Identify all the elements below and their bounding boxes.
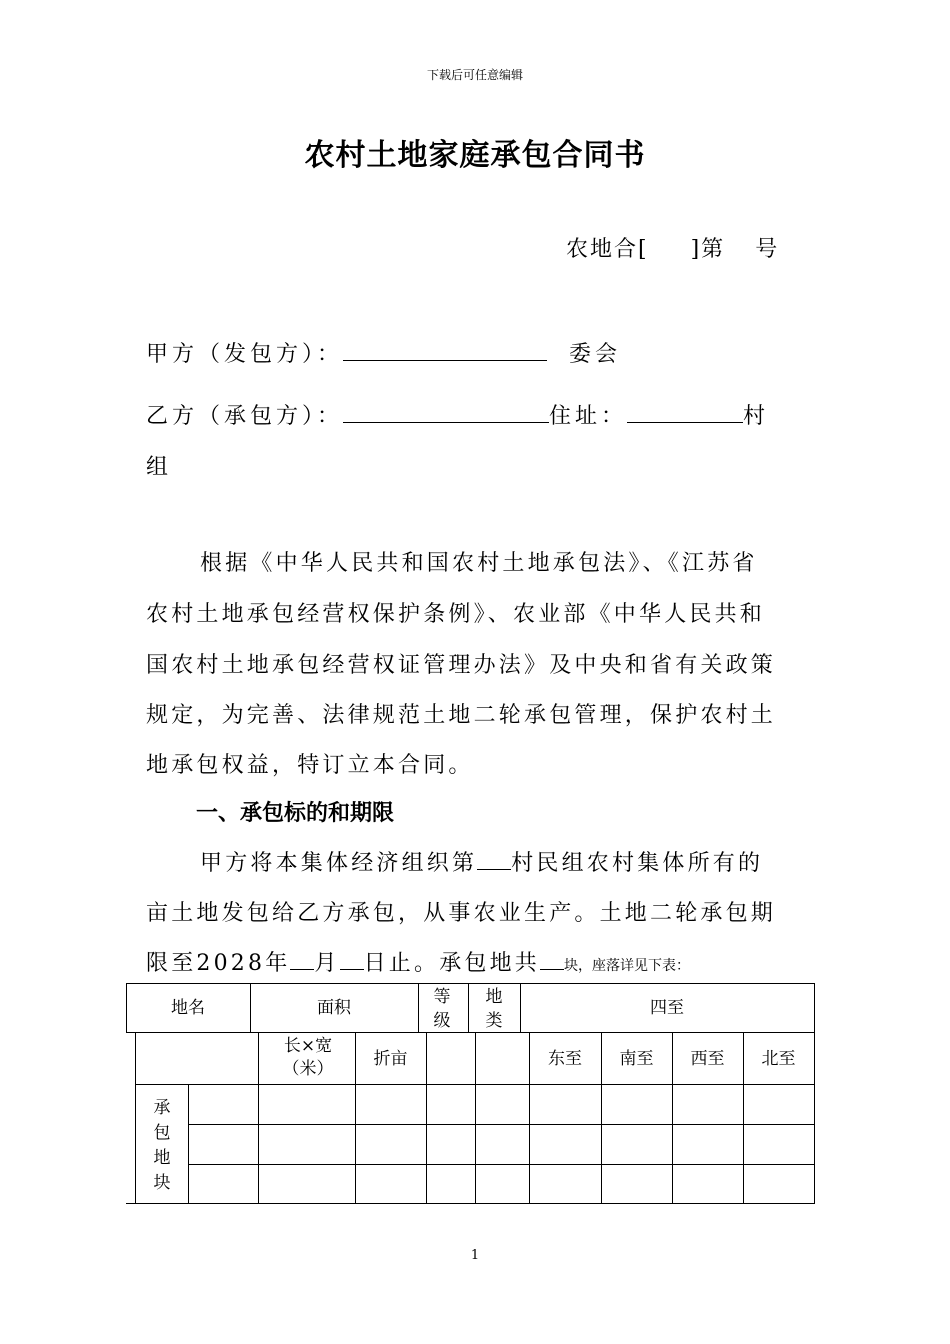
- table-line: [188, 1164, 815, 1165]
- table-line: [468, 983, 469, 1033]
- village-group-blank[interactable]: [477, 847, 511, 870]
- th-grade: 等级: [433, 987, 451, 1031]
- table-line: [418, 983, 419, 1033]
- party-b-address-suffix2: 组: [146, 455, 173, 480]
- table-line: [126, 1203, 815, 1204]
- party-b-address-suffix: 村: [743, 404, 770, 429]
- th-length-width: 长×宽（米）: [282, 1036, 334, 1079]
- section-1-line-1-b: 村民组农村集体所有的: [511, 851, 764, 876]
- side-label: 承包地块: [153, 1098, 171, 1193]
- day-blank[interactable]: [340, 947, 364, 970]
- th-type: 地类: [485, 987, 503, 1031]
- month-blank[interactable]: [290, 947, 314, 970]
- intro-line-4: 规定，为完善、法律规范土地二轮承包管理，保护农村土: [146, 703, 777, 728]
- th-east: 东至: [548, 1049, 582, 1069]
- th-south: 南至: [619, 1049, 654, 1069]
- th-mu: 折亩: [373, 1049, 408, 1069]
- party-b-address-blank[interactable]: [627, 398, 743, 423]
- party-b-blank[interactable]: [343, 398, 549, 423]
- contract-number-middle: ]第: [690, 237, 726, 262]
- contract-number-suffix: 号: [755, 237, 780, 262]
- party-b-address-label: 住址：: [549, 404, 628, 429]
- table-line: [258, 1033, 259, 1204]
- table-line: [126, 983, 815, 984]
- th-area: 面积: [317, 998, 351, 1018]
- plots-count-blank[interactable]: [540, 947, 564, 970]
- th-north: 北至: [761, 1049, 796, 1069]
- intro-line-3: 国农村土地承包经营权证管理办法》及中央和省有关政策: [146, 653, 777, 678]
- term-year: 限至2028年: [146, 951, 291, 976]
- plots-location-note: 块，座落详见下表：: [564, 958, 690, 974]
- month-label: 月: [314, 951, 340, 976]
- th-west: 西至: [690, 1049, 725, 1069]
- party-a-label: 甲方（发包方）：: [146, 342, 344, 367]
- section-1-line-1: [200, 846, 763, 877]
- plots-label: 日止。承包地共: [363, 951, 540, 976]
- intro-line-2: 农村土地承包经营权保护条例》、农业部《中华人民共和: [146, 602, 766, 627]
- table-line: [188, 1084, 189, 1204]
- contract-number-prefix: 农地合[: [566, 237, 649, 262]
- intro-line-5: 地承包权益，特订立本合同。: [146, 753, 474, 778]
- party-b-label: 乙方（承包方）：: [146, 404, 344, 429]
- table-line: [814, 983, 815, 1204]
- section-1-title: 一、承包标的和期限: [196, 801, 395, 826]
- table-line: [188, 1124, 815, 1125]
- section-1-line-3: [146, 946, 690, 977]
- table-line: [426, 1033, 427, 1204]
- section-1-line-1-a: 甲方将本集体经济组织第: [200, 851, 478, 876]
- party-a-line: [146, 336, 621, 368]
- th-name: 地名: [171, 998, 205, 1018]
- party-b-line: [146, 398, 769, 430]
- contract-number: [566, 232, 779, 263]
- table-line: [135, 1084, 815, 1085]
- table-line: [475, 1033, 476, 1204]
- intro-line-1: 根据《中华人民共和国农村土地承包法》、《江苏省: [200, 551, 758, 576]
- header-note: 下载后可任意编辑: [426, 68, 523, 82]
- section-1-line-2: 亩土地发包给乙方承包，从事农业生产。土地二轮承包期: [146, 901, 777, 926]
- document-title: 农村土地家庭承包合同书: [304, 138, 646, 173]
- party-a-suffix: 委会: [569, 342, 622, 367]
- th-boundaries: 四至: [650, 998, 684, 1018]
- table-line: [126, 1032, 815, 1033]
- table-line: [135, 1033, 136, 1204]
- party-a-blank[interactable]: [343, 336, 547, 361]
- page-number: 1: [470, 1248, 480, 1263]
